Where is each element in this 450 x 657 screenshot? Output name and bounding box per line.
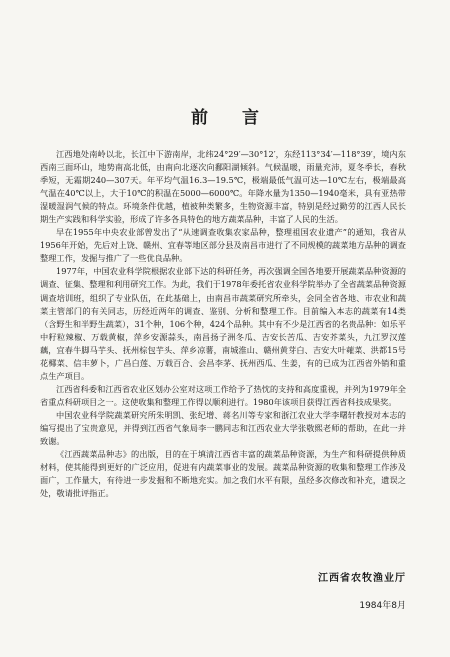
paragraph: 1977年，中国农业科学院根据农业部下达的科研任务，再次强调全国各地要开展蔬菜品种资源的调查、征集、整理和利用研究工作。为此，我们于1978年委托省农业科学院举办了全省蔬菜品种资源调查培训班，组织了专业队伍，在此基础上，由南昌市蔬菜研究所牵头，会同全省各地、市农业和蔬菜主管部门的有关同志，历经近两年的调查、鉴别、分析和整理工作。目前编入本志的蔬菜有14类（含野生和半野生蔬菜），31个种，106个种，424个品种。其中有不少是江西省的名贵品种：如乐平中籽粒辣椒、万载黄椒，萍乡安源蒜头，南昌扬子洲冬瓜、吉安长苦瓜、吉安芥菜头，九江罗汉莲藕，宜春牛脚马芋头、抚州棕包芋头、萍乡凉薯，南城淮山、赣州黄芽白、吉安大叶蕹菜、洪都15号花椰菜、信丰萝卜，广昌白莲、万载百合、会昌李茅、抚州西瓜、生姜，有的已成为江西省外销和重点生产项目。 — [40, 266, 406, 381]
paragraph: 中国农业科学院蔬菜研究所朱明凯、张纪增、蒋名川等专家和浙江农业大学李曙轩教授对本志的编写提出了宝贵意见，并得到江西省气象局李一鹏同志和江西农业大学张敬熙老师的帮助，在此一并致谢。 — [40, 409, 406, 447]
signature-organization: 江西省农牧渔业厅 — [318, 573, 406, 584]
paragraph: 江西地处南岭以北，长江中下游南岸，北纬24°29′—30°12′，东经113°34′—118°39′，境内东西南三面环山，地势南高北低，由南向北逐次向鄱阳湖倾斜。气候温暖，雨量充沛，夏冬季长，春秋季短，无霜期240—307天。年平均气温16.3—19.5℃，极端最低气温可达—10℃左右，极端最高气温在40℃以上，大于10℃的积温在5000—6000℃。年降水量为1350—1940毫米，具有亚热带湿暖湿润气候的特点。环境条件优越，植被种类繁多，生物资源丰富，特别是经过勤劳的江西人民长期生产实践和科学实验，形成了许多各具特色的地方蔬菜品种，丰富了人民的生活。 — [40, 149, 406, 225]
paragraph: 《江西蔬菜品种志》的出版，目的在于填清江西省丰富的蔬菜品种资源，为生产和科研提供种质材料，使其能得到更好的广泛应用，促进有内蔬菜事业的发展。蔬菜品种资源的收集和整理工作涉及面广，工作量大，有待进一步发掘和不断地充实。加之我们水平有限，虽经多次修改和补充，遗误之处，敬请批评指正。 — [40, 449, 406, 499]
page-title: 前 言 — [191, 108, 273, 128]
signature-date: 1984年8月 — [359, 601, 406, 611]
paragraph: 早在1955年中央农业部曾发出了“从速调查收集农家品种，整理祖国农业遗产”的通知，我省从1956年开始，先后对上饶、赣州、宜春等地区部分县及南昌市进行了不同规模的蔬菜地方品种的调查整理工作，发掘与推广了一些优良品种。 — [40, 227, 406, 264]
preface-body — [40, 148, 406, 500]
paragraph: 江西省科委和江西省农业区划办公室对这项工作给予了热忱的支持和高度重视，并列为1979年全省重点科研项目之一。这使收集和整理工作得以顺利进行。1980年该项目获得江西省科技成果奖。 — [40, 383, 406, 407]
